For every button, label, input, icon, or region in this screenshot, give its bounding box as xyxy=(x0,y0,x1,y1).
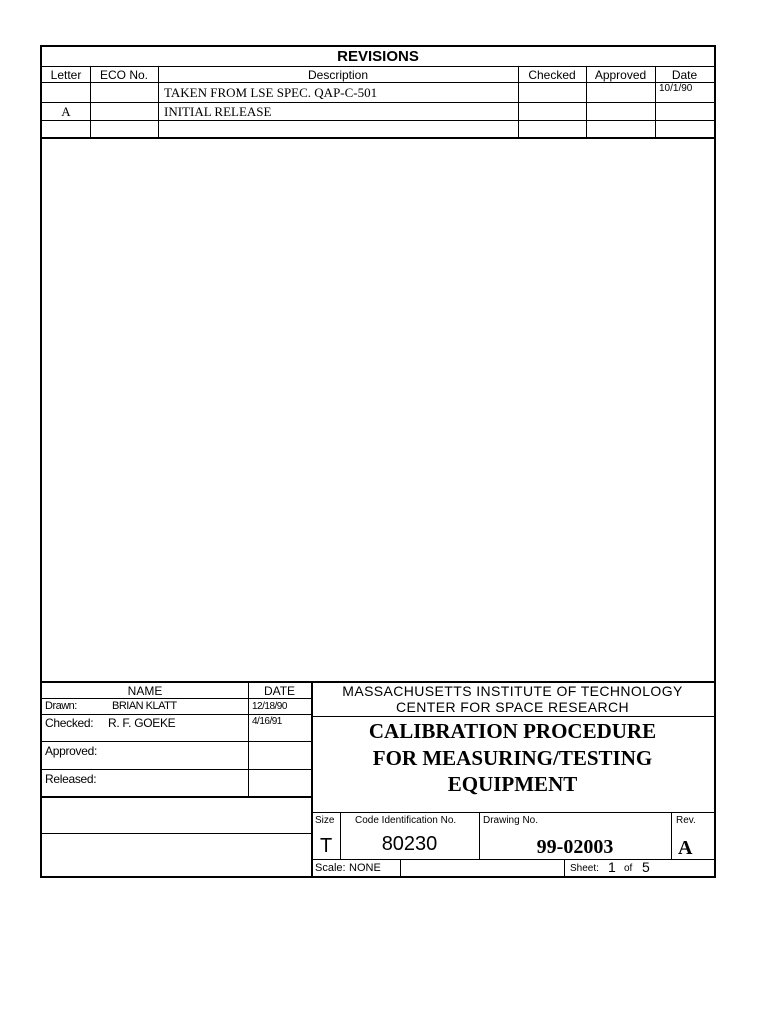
revision-row-description: INITIAL RELEASE xyxy=(164,104,272,119)
drawing-no-value: 99-02003 xyxy=(536,836,614,858)
org-line-2: CENTER FOR SPACE RESEARCH xyxy=(396,699,629,715)
col-header-date: Date xyxy=(671,68,698,82)
signoff-name-header: NAME xyxy=(127,684,163,698)
revision-row-description: TAKEN FROM LSE SPEC. QAP-C-501 xyxy=(164,85,378,100)
document-title-line-2: FOR MEASURING/TESTING xyxy=(372,746,653,770)
rev-label: Rev. xyxy=(676,815,696,826)
drawn-date: 12/18/90 xyxy=(252,701,287,712)
sheet-label: Sheet: xyxy=(570,863,599,874)
sheet-total: 5 xyxy=(642,859,650,875)
code-id-label: Code Identification No. xyxy=(355,815,457,826)
revision-row-date: 10/1/90 xyxy=(659,83,693,94)
sheet-number: 1 xyxy=(608,859,616,875)
drawn-label: Drawn: xyxy=(45,700,77,712)
size-value: T xyxy=(320,835,333,857)
checked-date: 4/16/91 xyxy=(252,716,282,727)
scale-label: Scale: xyxy=(315,862,346,874)
revisions-title: REVISIONS xyxy=(337,48,419,65)
org-line-1: MASSACHUSETTS INSTITUTE OF TECHNOLOGY xyxy=(342,683,683,699)
drawing-no-label: Drawing No. xyxy=(483,815,539,826)
signoff-date-header: DATE xyxy=(263,684,296,698)
col-header-checked: Checked xyxy=(528,68,576,82)
drawn-name: BRIAN KLATT xyxy=(112,700,177,712)
col-header-approved: Approved xyxy=(594,68,647,82)
checked-label: Checked: xyxy=(45,716,94,730)
col-header-eco: ECO No. xyxy=(99,68,148,82)
checked-name: R. F. GOEKE xyxy=(108,716,176,730)
document-title-line-1: CALIBRATION PROCEDURE xyxy=(368,719,657,743)
scale-value: NONE xyxy=(349,862,381,874)
sheet-of: of xyxy=(624,863,633,874)
code-id-value: 80230 xyxy=(381,833,438,855)
approved-label: Approved: xyxy=(45,744,98,758)
col-header-letter: Letter xyxy=(50,68,82,82)
released-label: Released: xyxy=(45,772,97,786)
size-label: Size xyxy=(315,815,335,826)
drawing-sheet xyxy=(40,45,716,878)
document-title-line-3: EQUIPMENT xyxy=(447,772,578,796)
col-header-description: Description xyxy=(307,68,369,82)
rev-value: A xyxy=(678,837,693,859)
revision-row-letter: A xyxy=(61,104,71,119)
